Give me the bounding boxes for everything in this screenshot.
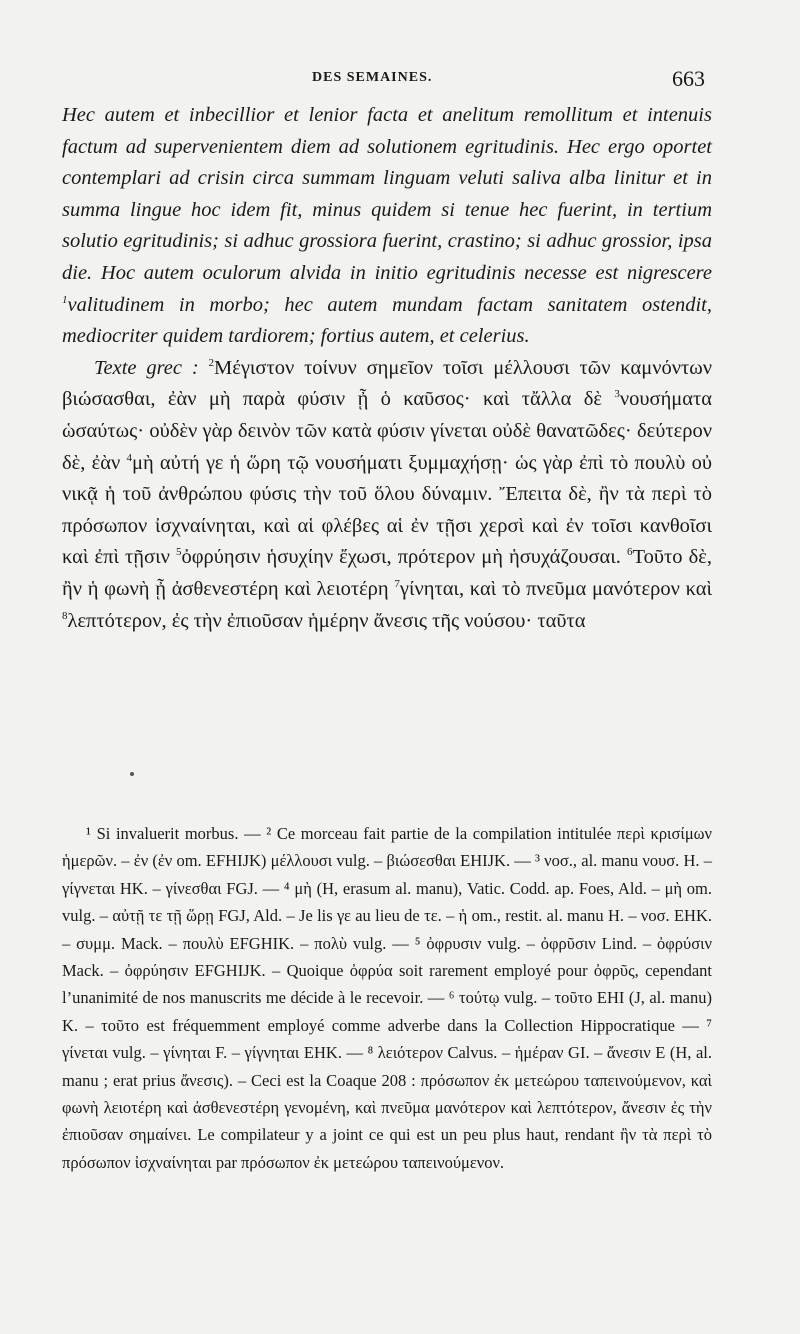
footnote-ref-6: 6 (627, 546, 633, 559)
latin-text-part2: valitudinem in morbo; hec autem mundam factam sanitatem ostendit, mediocriter quidem tardiorem; fortius autem, et celerius. (62, 293, 712, 348)
running-head: DES SEMAINES. (312, 70, 433, 85)
greek-segment-2: νουσήματα ὡσαύτως· οὐδὲν γὰρ δεινὸν τῶν κατὰ φύσιν γίνεται οὐδὲ θανατῶδες· δεύτερον δὲ, ἐὰν (62, 388, 712, 474)
greek-segment-5: Τοῦτο δὲ, ἢν ἡ φωνὴ ᾖ ἀσθενεστέρη καὶ λειοτέρη (62, 546, 712, 600)
footnote-ref-7: 7 (394, 578, 400, 591)
print-mark-dot (130, 772, 134, 776)
greek-segment-1: Μέγιστον τοίνυν σημεῖον τοῖσι μέλλουσι τῶν καμνόντων βιώσασθαι, ἐὰν μὴ παρὰ φύσιν ᾖ ὁ καῦσος· καὶ τἄλλα δὲ (62, 356, 713, 411)
greek-text-label: Texte grec : (94, 356, 199, 379)
greek-segment-4: ὀφρύησιν ἡσυχίην ἔχωσι, πρότερον μὴ ἡσυχάζουσαι. (181, 546, 621, 569)
footnote-ref-3: 3 (614, 388, 620, 401)
footnotes (62, 820, 712, 1176)
greek-segment-6: γίνηται, καὶ τὸ πνεῦμα μανότερον καὶ (399, 577, 713, 600)
footnote-ref-4: 4 (126, 451, 132, 464)
latin-text-part1: Hec autem et inbecillior et lenior facta et anelitum remollitum et intenuis factum ad supervenientem diem ad solutionem egritudinis. Hec ergo oportet contemplari ad crisin circa summam linguam veluti saliva alba linitur et in summa lingue hoc idem fit, minus quidem si tenue hec fuerint, in tertium solutio egritudinis; si adhuc grossiora fuerint, crastino; si adhuc grossior, ipsa die. Hoc autem oculorum alvida in initio egritudinis necesse est nigrescere (62, 104, 712, 284)
page-header (62, 66, 705, 96)
greek-segment-3: μὴ αὐτή γε ἡ ὥρη τῷ νουσήματι ξυμμαχήσῃ· ὡς γὰρ ἐπὶ τὸ πουλὺ οὐ νικᾷ ἡ τοῦ ἀνθρώπου φύσις τὴν τοῦ ὅλου δύναμιν. Ἔπειτα δὲ, ἢν τὰ περὶ τὸ πρόσωπον ἰσχναίνηται, καὶ αἱ φλέβες αἱ ἐν τῇσι χερσὶ καὶ ἐν τοῖσι κανθοῖσι καὶ ἐπὶ τῇσιν (62, 451, 712, 569)
greek-paragraph (62, 353, 712, 637)
latin-paragraph (62, 100, 712, 353)
footnote-ref-2: 2 (208, 356, 215, 369)
main-text (62, 100, 712, 637)
greek-segment-7: λεπτότερον, ἐς τὴν ἐπιοῦσαν ἡμέρην ἄνεσις τῆς νούσου· ταῦτα (67, 609, 586, 632)
footnote-ref-1: 1 (62, 293, 68, 306)
page-number: 663 (672, 66, 705, 91)
footnote-ref-5: 5 (175, 546, 182, 559)
footnotes-text: ¹ Si invaluerit morbus. — ² Ce morceau fait partie de la compilation intitulée περὶ κρισίμων ἡμερῶν. – ἐν (ἐν om. EFHIJK) μέλλουσι vulg. – βιώσεσθαι EHIJK. — ³ νοσ., al. manu νουσ. H. – γίγνεται HK. – γίνεσθαι FGJ. — ⁴ μὴ (H, erasum al. manu), Vatic. Codd. ap. Foes, Ald. – μὴ om. vulg. – αὐτῇ τε τῇ ὥρῃ FGJ, Ald. – Je lis γε au lieu de τε. – ἡ om., restit. al. manu H. – νοσ. EHK. – συμμ. Mack. – πουλὺ EFGHIK. – πολὺ vulg. — ⁵ ὀφρυσιν vulg. – ὀφρῦσιν Lind. – ὀφρύσιν Mack. – ὀφρύησιν EFGHIJK. – Quoique ὀφρύα soit rarement employé pour ὀφρῦς, cependant l’unanimité de nos manuscrits me décide à le recevoir. — ⁶ τούτῳ vulg. – τοῦτο EHI (J, al. manu) K. – τοῦτο est fréquemment employé comme adverbe dans la Collection Hippocratique — ⁷ γίνεται vulg. – γίνηται F. – γίγνηται EHK. — ⁸ λειότερον Calvus. – ἡμέραν GI. – ἄνεσιν E (H, al. manu ; erat prius ἄνεσις). – Ceci est la Coaque 208 : πρόσωπον ἐκ μετεώρου ταπεινούμενον, καὶ φωνὴ λειοτέρη καὶ ἀσθενεστέρη γενομένη, καὶ πνεῦμα μανότερον καὶ λεπτότερον, ἄνεσιν ἐς τὴν ἐπιοῦσαν σημαίνει. Le compilateur y a joint ce qui est un peu plus haut, rendant ἢν τὰ περὶ τὸ πρόσωπον ἰσχναίνηται par πρόσωπον ἐκ μετεώρου ταπεινούμενον. (62, 824, 712, 1172)
footnote-ref-8: 8 (62, 609, 68, 622)
